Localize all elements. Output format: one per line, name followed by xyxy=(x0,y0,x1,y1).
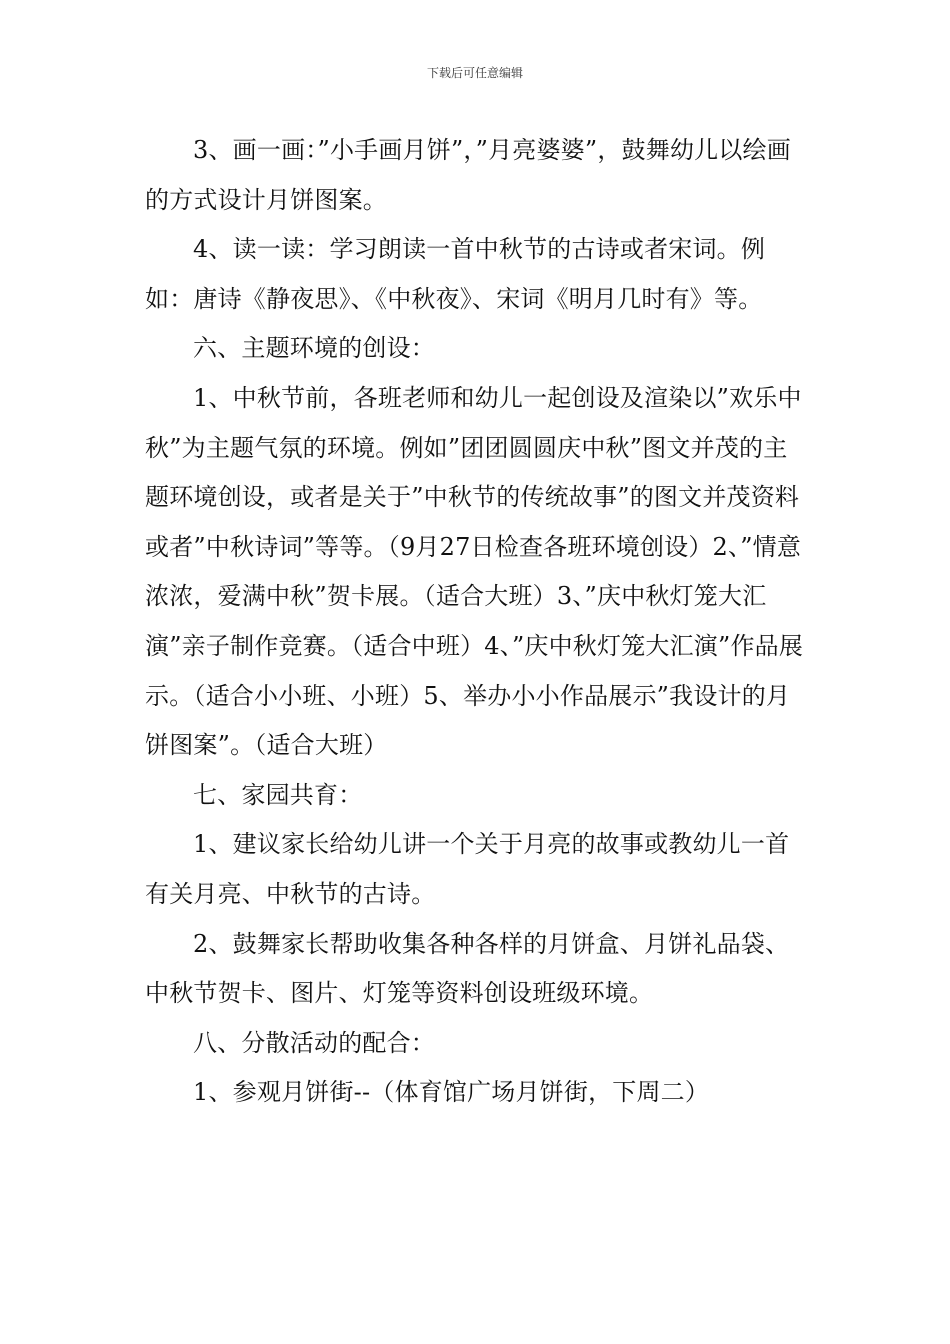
paragraph-parent-story: 1、建议家长给幼儿讲一个关于月亮的故事或教幼儿一首有关月亮、中秋节的古诗。 xyxy=(145,830,790,908)
paragraph-visit-mooncake-street: 1、参观月饼街--（体育馆广场月饼街，下周二） xyxy=(193,1078,710,1107)
section-heading-distributed-activities: 八、分散活动的配合： xyxy=(193,1028,435,1057)
paragraph-parent-collect: 2、鼓舞家长帮助收集各种各样的月饼盒、月饼礼品袋、中秋节贺卡、图片、灯笼等资料创设班级环境。 xyxy=(145,929,790,1008)
paragraph-reading-activity: 4、读一读：学习朗读一首中秋节的古诗或者宋词。例如：唐诗《静夜思》、《中秋夜》、宋词《明月几时有》等。 xyxy=(145,235,766,313)
page-header-note: 下载后可任意编辑 xyxy=(426,66,523,80)
paragraph-drawing-activity: 3、画一画：”小手画月饼”，”月亮婆婆”，鼓舞幼儿以绘画的方式设计月饼图案。 xyxy=(145,136,791,214)
document-body xyxy=(145,126,810,1118)
section-heading-home-school: 七、家园共育： xyxy=(193,780,363,809)
section-heading-environment: 六、主题环境的创设： xyxy=(193,334,435,363)
paragraph-environment-creation: 1、中秋节前，各班老师和幼儿一起创设及渲染以”欢乐中秋”为主题气氛的环境。例如”团团圆圆庆中秋”图文并茂的主题环境创设，或者是关于”中秋节的传统故事”的图文并茂资料或者”中秋诗词”等等。（9月27日检查各班环境创设）2、”情意浓浓，爱满中秋”贺卡展。（适合大班）3、”庆中秋灯笼大汇演”亲子制作竞赛。（适合中班）4、”庆中秋灯笼大汇演”作品展示。（适合小小班、小班）5、举办小小作品展示”我设计的月饼图案”。（适合大班） xyxy=(145,383,804,760)
